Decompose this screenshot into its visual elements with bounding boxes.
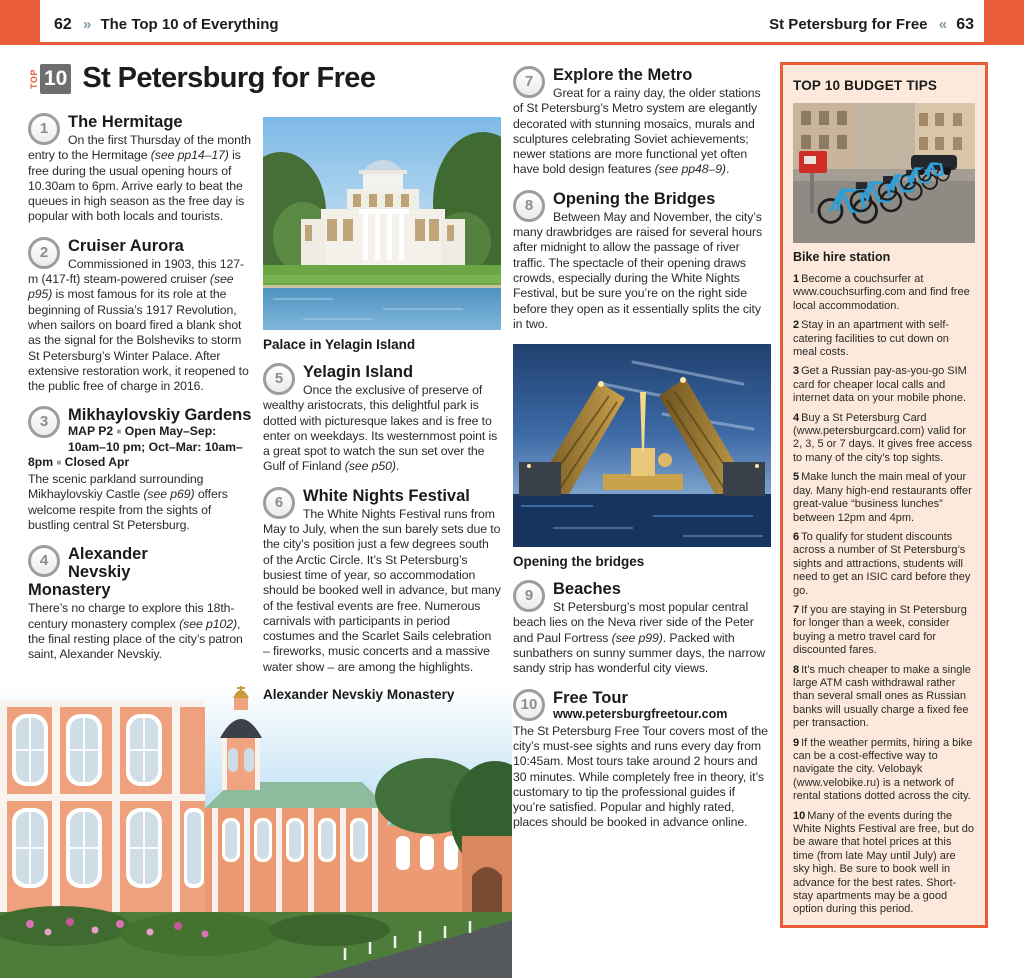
item-10-number-badge: 10 (513, 689, 545, 721)
item-3-title: Mikhaylovskiy Gardens (68, 406, 252, 425)
column-1 (28, 113, 252, 674)
budget-tips-heading: TOP 10 BUDGET TIPS (793, 78, 938, 93)
bridges-photo-caption: Opening the bridges (513, 554, 645, 570)
item-6-number-badge: 6 (263, 487, 295, 519)
item-7-title: Explore the Metro (553, 66, 693, 84)
item-explore-the-metro (513, 66, 771, 178)
header-left (54, 16, 279, 34)
budget-tip-8: 8 It’s much cheaper to make a single large ATM cash withdrawal rather than several small ones as Russian banks will usually charge a fixed fee per transaction. (793, 663, 971, 730)
top10-badge (28, 64, 71, 94)
item-4-title: Alexander Nevskiy Monastery (28, 545, 148, 600)
top10-badge-top-label: TOP (29, 68, 39, 89)
item-5-body: Once the exclusive of preserve of wealthy aristocrats, this delightful park is dotted with picturesque lakes and is free to enter on weekdays. Its westernmost point is a great spot to watch the sun set over the Gulf of Finland (see p50). (263, 383, 498, 474)
corner-accent-left (0, 0, 40, 44)
top10-badge-number: 10 (40, 64, 71, 94)
item-yelagin-island (263, 363, 501, 475)
item-white-nights-festival (263, 487, 501, 675)
page-title: St Petersburg for Free (82, 62, 376, 94)
bike-hire-photo (793, 103, 975, 243)
item-8-body: Between May and November, the city’s many drawbridges are raised for several hours after midnight to allow the passage of river traffic. The spectacle of their opening draws crowds, especially during the White Nights Festival, but be sure you’re on the right side before they open as it essentially splits the city in two. (513, 209, 763, 331)
budget-tip-7: 7 If you are staying in St Petersburg for longer than a week, consider buying a metro travel card for discounted fares. (793, 603, 967, 657)
column-3 (513, 66, 771, 843)
item-10-body: The St Petersburg Free Tour covers most of the city’s must-see sights and runs every day from 10:45am. Most tours take around 2 hours and 30 minutes. While completely free in theory, it’s customary to tip the professional guides if you’re satisfied. Popular and highly rated, places should be booked in advance online. (513, 723, 768, 830)
budget-tips-panel (780, 62, 988, 928)
item-2-body: Commissioned in 1903, this 127-m (417-ft) steam-powered cruiser (see p95) is most famous for its role at the beginning of Russia’s 1917 Revolution, when sailors on board fired a blank shot as the signal for the Bolsheviks to storm St Petersburg’s Winter Palace. After extensive restoration work, it reopened to the public free of charge in 2016. (28, 256, 249, 394)
header-right (769, 16, 974, 34)
budget-tip-3: 3 Get a Russian pay-as-you-go SIM card for cheaper local calls and internet data on your mobile phone. (793, 365, 967, 405)
item-beaches (513, 580, 771, 676)
item-3-practical-info: MAP P2 ■ Open May–Sep: 10am–10 pm; Oct–Mar: 10am–8pm ■ Closed Apr (28, 424, 243, 469)
item-free-tour (513, 689, 771, 831)
item-4-body: There’s no charge to explore this 18th-century monastery complex (see p102), the final resting place of the city’s patron saint, Alexander Nevskiy. (28, 601, 243, 662)
item-7-body: Great for a rainy day, the older stations of St Petersburg’s Metro system are elegantly decorated with stunning mosaics, murals and sculptures celebrating Soviet achievements; newer stations are more functional yet often have bold design features (see pp48–9). (513, 86, 761, 177)
item-9-number-badge: 9 (513, 580, 545, 612)
item-5-title: Yelagin Island (303, 363, 414, 381)
item-cruiser-aurora (28, 237, 252, 395)
item-10-website: www.petersburgfreetour.com (553, 706, 728, 721)
item-hermitage (28, 113, 252, 225)
alexander-nevskiy-monastery-photo (0, 686, 512, 978)
budget-tip-9: 9 If the weather permits, hiring a bike can be a cost-effective way to navigate the city. Velobayk (www.velobike.ru) is a network of rental stations dotted across the city. (793, 736, 973, 803)
title-row (28, 62, 375, 95)
corner-accent-right (984, 0, 1024, 44)
item-1-title: The Hermitage (68, 113, 183, 131)
chevron-right-icon: » (82, 16, 90, 33)
item-8-number-badge: 8 (513, 190, 545, 222)
item-mikhaylovskiy-gardens (28, 406, 252, 533)
budget-tip-5: 5 Make lunch the main meal of your day. Many high-end restaurants offer great-value “business lunches” between 12pm and 4pm. (793, 471, 972, 524)
item-alexander-nevskiy-monastery (28, 545, 252, 662)
item-6-title: White Nights Festival (303, 486, 470, 505)
yelagin-palace-photo (263, 117, 501, 330)
bike-photo-caption: Bike hire station (793, 250, 891, 264)
chapter-title: St Petersburg for Free (769, 16, 928, 33)
yelagin-photo-caption: Palace in Yelagin Island (263, 337, 416, 352)
item-3-number-badge: 3 (28, 406, 60, 438)
section-title: The Top 10 of Everything (100, 16, 279, 33)
item-2-title: Cruiser Aurora (68, 236, 184, 255)
item-4-number-badge: 4 (28, 545, 60, 577)
item-opening-the-bridges (513, 190, 771, 332)
item-3-body: The scenic parkland surrounding Mikhaylovskiy Castle (see p69) offers welcome respite from the sights of bustling central St Petersburg. (28, 472, 228, 532)
item-7-number-badge: 7 (513, 66, 545, 98)
item-8-title: Opening the Bridges (553, 189, 716, 208)
item-9-body: St Petersburg’s most popular central beach lies on the Neva river side of the Peter and Paul Fortress (see p99). Packed with sunbathers on sunny summer days, the narrow sandy strip has wonderful city views. (513, 600, 766, 676)
budget-tip-10: 10 Many of the events during the White Nights Festival are free, but do be aware that hotel prices at this time (from late May until July) are sky high. Be sure to book well in advance for the best rates. Short-stay apartments may be a good option during this period. (793, 809, 974, 916)
opening-bridges-photo (513, 344, 771, 547)
budget-tip-1: 1 Become a couchsurfer at www.couchsurfing.com and find free local accommodation. (793, 273, 970, 312)
budget-tip-4: 4 Buy a St Petersburg Card (www.petersburgcard.com) valid for 2, 3, 5 or 7 days. It gives free access to many of the city’s top sights. (793, 411, 973, 464)
header-rule (0, 42, 1024, 45)
item-5-number-badge: 5 (263, 363, 295, 395)
budget-tip-2: 2 Stay in an apartment with self-catering facilities to cut down on meal costs. (793, 319, 950, 359)
item-6-body: The White Nights Festival runs from May to July, when the sun barely sets due to the city’s position just a few degrees south of the Arctic Circle. It’s St Petersburg’s busiest time of year, so accommodation should be booked well in advance, but many of the festival events are free. Numerous carnivals with participants in period costumes and the Scarlet Sails celebration – fireworks, music concerts and a massive water show – are among the highlights. (263, 506, 501, 674)
item-9-title: Beaches (553, 580, 621, 599)
item-1-body: On the first Thursday of the month entry to the Hermitage (see pp14–17) is free during the usual opening hours of 10.30am to 6pm. Arrive early to beat the queues in high season as the free day is popular with both locals and tourists. (28, 133, 251, 224)
column-2 (263, 117, 501, 713)
item-10-title: Free Tour (553, 688, 628, 707)
item-1-number-badge: 1 (28, 113, 60, 145)
budget-tip-6: 6 To qualify for student discounts across a number of St Petersburg’s sights and attractions, students will need to get an ISIC card before they go. (793, 530, 971, 597)
chevron-left-icon: « (938, 16, 946, 33)
page-number-left: 62 (54, 16, 72, 33)
item-2-number-badge: 2 (28, 237, 60, 269)
page-number-right: 63 (956, 16, 974, 33)
monastery-photo-caption: Alexander Nevskiy Monastery (263, 687, 455, 703)
